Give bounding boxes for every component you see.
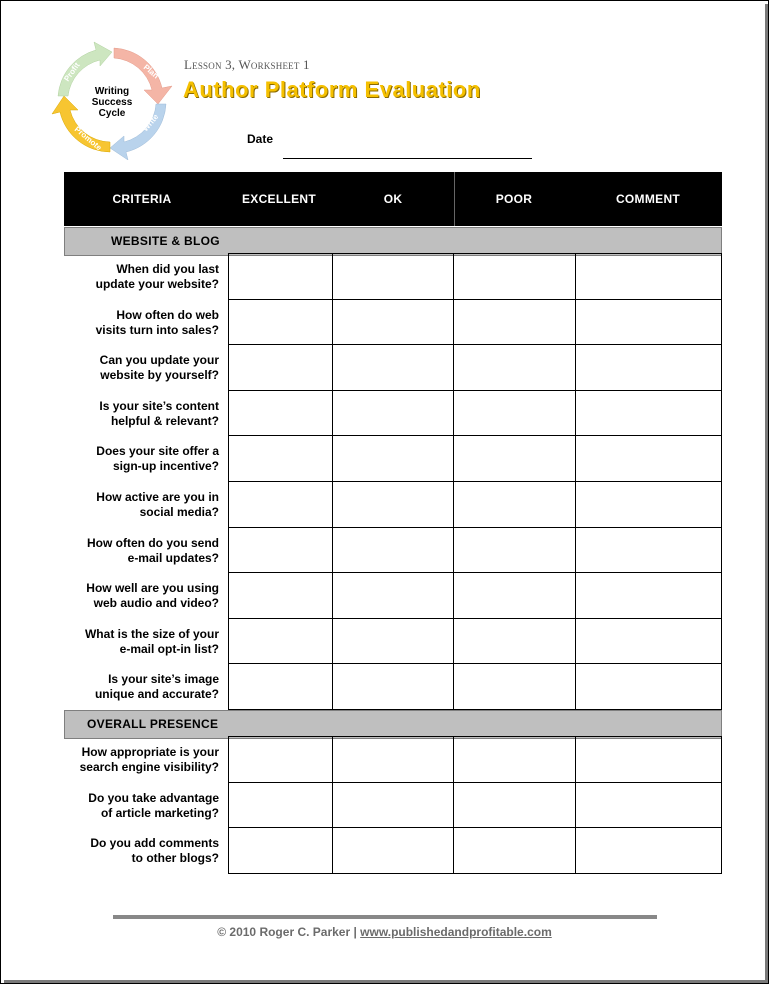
- footer-link[interactable]: www.publishedandprofitable.com: [360, 925, 552, 939]
- ok-cell[interactable]: [332, 344, 454, 391]
- question-line: social media?: [139, 505, 219, 519]
- criteria-question: [64, 581, 219, 611]
- criteria-question: [64, 672, 219, 702]
- criteria-question: [64, 399, 219, 429]
- question-line: update your website?: [95, 277, 219, 291]
- ok-cell[interactable]: [332, 481, 454, 528]
- criteria-question: [64, 836, 219, 866]
- poor-cell[interactable]: [453, 782, 576, 829]
- poor-cell[interactable]: [453, 572, 576, 619]
- criteria-question: [64, 308, 219, 338]
- poor-cell[interactable]: [453, 390, 576, 437]
- table-row: [0, 300, 769, 346]
- ok-cell[interactable]: [332, 527, 454, 574]
- table-row: [0, 391, 769, 437]
- ok-cell[interactable]: [332, 572, 454, 619]
- criteria-question: [64, 536, 219, 566]
- comment-cell[interactable]: [575, 736, 722, 783]
- excellent-cell[interactable]: [228, 344, 333, 391]
- table-row: [0, 345, 769, 391]
- excellent-cell[interactable]: [228, 572, 333, 619]
- ok-cell[interactable]: [332, 782, 454, 829]
- document-title: Author Platform Evaluation: [183, 77, 481, 102]
- question-line: web audio and video?: [93, 596, 219, 611]
- question-line: unique and accurate?: [94, 687, 219, 702]
- criteria-question: [64, 353, 219, 383]
- comment-cell[interactable]: [575, 827, 722, 874]
- question-line: How active are you in: [96, 490, 219, 504]
- comment-cell[interactable]: [575, 435, 722, 482]
- question-line: Is your site’s image: [108, 672, 219, 687]
- ok-cell[interactable]: [332, 253, 454, 300]
- question-line: Is your site’s content: [99, 398, 219, 413]
- comment-cell[interactable]: [575, 572, 722, 619]
- write-label: Write: [140, 112, 161, 134]
- poor-cell[interactable]: [453, 481, 576, 528]
- poor-cell[interactable]: [453, 435, 576, 482]
- poor-cell[interactable]: [453, 663, 576, 710]
- excellent-cell[interactable]: [228, 618, 333, 665]
- question-line: Do you take advantage: [88, 790, 219, 805]
- table-row: [0, 573, 769, 619]
- comment-cell[interactable]: [575, 481, 722, 528]
- poor-cell[interactable]: [453, 827, 576, 874]
- table-row: [0, 828, 769, 874]
- excellent-cell[interactable]: [228, 736, 333, 783]
- comment-cell[interactable]: [575, 253, 722, 300]
- question-line: Can you update your: [99, 353, 219, 368]
- criteria-question: [64, 745, 219, 775]
- writing-success-cycle-logo: [50, 40, 174, 160]
- comment-cell[interactable]: [575, 663, 722, 710]
- poor-cell[interactable]: [453, 344, 576, 391]
- criteria-question: [64, 627, 219, 657]
- column-header-poor: POOR: [495, 192, 533, 206]
- question-line: Do you add comments: [90, 836, 219, 851]
- question-line: sign-up incentive?: [112, 459, 219, 474]
- poor-cell[interactable]: [453, 527, 576, 574]
- column-header-excellent: EXCELLENT: [241, 192, 317, 206]
- question-line: How appropriate is your: [81, 745, 219, 759]
- question-line: search engine visibility?: [79, 760, 219, 774]
- excellent-cell[interactable]: [228, 481, 333, 528]
- date-field-line[interactable]: [283, 158, 532, 159]
- excellent-cell[interactable]: [228, 299, 333, 346]
- table-row: [0, 619, 769, 665]
- question-line: visits turn into sales?: [95, 322, 219, 337]
- poor-cell[interactable]: [453, 618, 576, 665]
- date-label: Date: [247, 132, 274, 146]
- excellent-cell[interactable]: [228, 527, 333, 574]
- comment-cell[interactable]: [575, 344, 722, 391]
- excellent-cell[interactable]: [228, 435, 333, 482]
- ok-cell[interactable]: [332, 663, 454, 710]
- logo-text-line-3: Cycle: [98, 108, 126, 119]
- column-header-criteria: CRITERIA: [112, 192, 172, 206]
- ok-cell[interactable]: [332, 736, 454, 783]
- table-row: [0, 783, 769, 829]
- comment-cell[interactable]: [575, 527, 722, 574]
- question-line: e-mail opt-in list?: [119, 641, 219, 656]
- section-header: [64, 710, 722, 739]
- table-row: [0, 737, 769, 783]
- table-row: [0, 528, 769, 574]
- excellent-cell[interactable]: [228, 782, 333, 829]
- logo-text-line-1: Writing: [94, 86, 130, 97]
- question-line: How often do you send: [87, 535, 219, 550]
- comment-cell[interactable]: [575, 782, 722, 829]
- question-line: How often do web: [116, 307, 219, 322]
- excellent-cell[interactable]: [228, 827, 333, 874]
- criteria-question: [64, 490, 219, 520]
- footer: [0, 925, 769, 939]
- excellent-cell[interactable]: [228, 663, 333, 710]
- column-header-comment: COMMENT: [615, 192, 681, 206]
- poor-cell[interactable]: [453, 736, 576, 783]
- lesson-label: Lesson 3, Worksheet 1: [184, 57, 310, 72]
- excellent-cell[interactable]: [228, 253, 333, 300]
- table-row: [0, 436, 769, 482]
- ok-cell[interactable]: [332, 618, 454, 665]
- excellent-cell[interactable]: [228, 390, 333, 437]
- comment-cell[interactable]: [575, 390, 722, 437]
- question-line: What is the size of your: [84, 626, 219, 641]
- table-row: [0, 664, 769, 710]
- question-line: e-mail updates?: [127, 550, 219, 565]
- column-header-ok: OK: [383, 192, 403, 206]
- footer-rule: [113, 915, 657, 919]
- question-line: helpful & relevant?: [110, 413, 219, 428]
- criteria-question: [64, 791, 219, 821]
- ok-cell[interactable]: [332, 390, 454, 437]
- question-line: of article marketing?: [100, 805, 219, 820]
- comment-cell[interactable]: [575, 618, 722, 665]
- logo-text-line-2: Success: [91, 97, 133, 108]
- profit-label: Profit: [62, 60, 82, 84]
- section-title: WEBSITE & BLOG: [111, 234, 220, 248]
- question-line: to other blogs?: [131, 851, 219, 866]
- section-title: OVERALL PRESENCE: [87, 717, 219, 731]
- promote-label: Promote: [72, 124, 104, 153]
- table-row: [0, 254, 769, 300]
- poor-cell[interactable]: [453, 299, 576, 346]
- table-header: [64, 172, 722, 226]
- page-shadow-bottom: [4, 980, 768, 983]
- ok-cell[interactable]: [332, 435, 454, 482]
- plan-label: Plan: [141, 62, 161, 81]
- criteria-question: [64, 444, 219, 474]
- footer-copyright: © 2010 Roger C. Parker |: [217, 925, 361, 939]
- question-line: Does your site offer a: [96, 444, 219, 459]
- question-line: website by yourself?: [100, 368, 219, 383]
- table-row: [0, 482, 769, 528]
- comment-cell[interactable]: [575, 299, 722, 346]
- question-line: How well are you using: [86, 581, 219, 596]
- criteria-question: [64, 262, 219, 292]
- poor-cell[interactable]: [453, 253, 576, 300]
- section-header: [64, 227, 722, 256]
- question-line: When did you last: [116, 262, 219, 276]
- ok-cell[interactable]: [332, 299, 454, 346]
- ok-cell[interactable]: [332, 827, 454, 874]
